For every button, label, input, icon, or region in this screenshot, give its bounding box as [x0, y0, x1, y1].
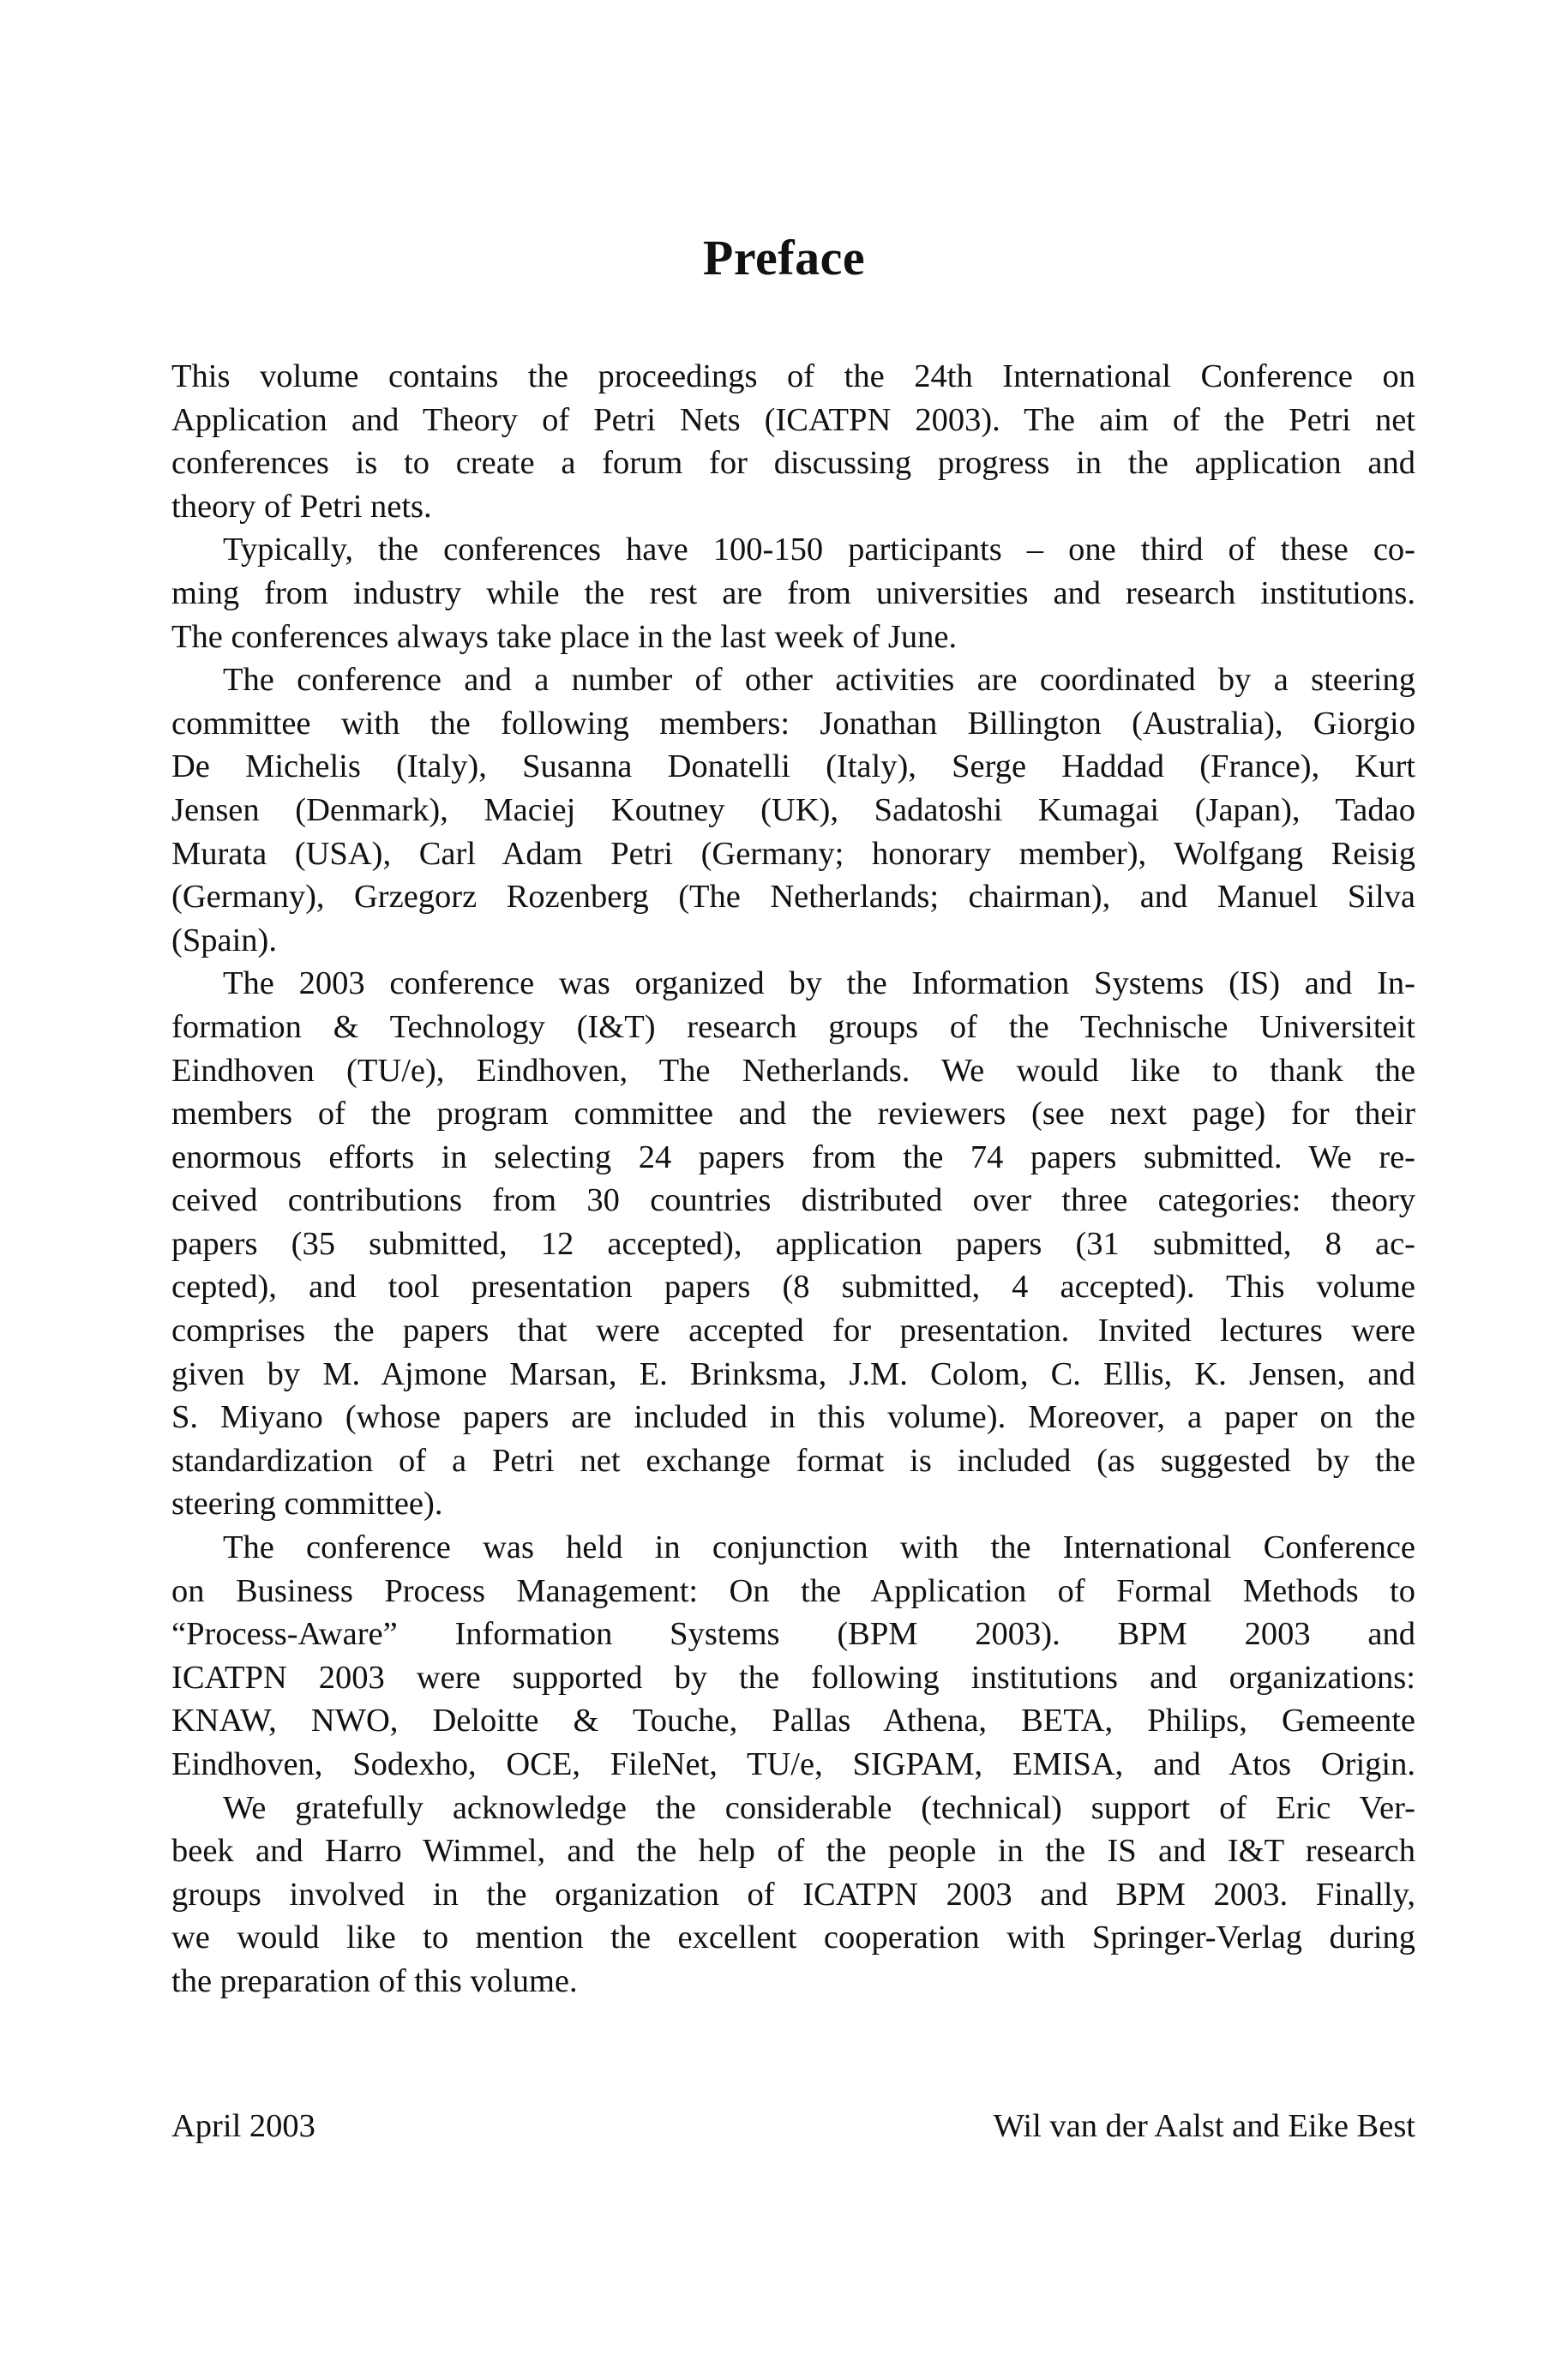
text-line: S. Miyano (whose papers are included in this volume). Moreover, a paper on the: [171, 1399, 1415, 1436]
text-line: This volume contains the proceedings of the 24th International Conference on: [171, 358, 1415, 394]
paragraph-bpm-conjunction: [171, 1526, 1415, 1787]
text-line: Eindhoven, Sodexho, OCE, FileNet, TU/e, SIGPAM, EMISA, and Atos Origin.: [171, 1746, 1415, 1782]
text-line: conferences is to create a forum for discussing progress in the application and: [171, 445, 1415, 482]
preface-body: [171, 355, 1415, 2004]
text-line: beek and Harro Wimmel, and the help of the people in the IS and I&T research: [171, 1833, 1415, 1870]
text-line: The conference was held in conjunction with the International Conference: [223, 1529, 1415, 1566]
text-line: The conferences always take place in the last week of June.: [171, 618, 958, 655]
signature-row: [171, 2107, 1415, 2145]
text-line: The conference and a number of other activities are coordinated by a steering: [223, 662, 1415, 699]
paragraph-intro: [171, 355, 1415, 528]
signature-authors: Wil van der Aalst and Eike Best: [993, 2108, 1415, 2144]
text-line: members of the program committee and the reviewers (see next page) for their: [171, 1096, 1415, 1132]
text-line: De Michelis (Italy), Susanna Donatelli (Italy), Serge Haddad (France), Kurt: [171, 748, 1415, 785]
text-line: given by M. Ajmone Marsan, E. Brinksma, J.M. Colom, C. Ellis, K. Jensen, and: [171, 1355, 1415, 1392]
text-line: steering committee).: [171, 1486, 443, 1523]
paragraph-acknowledgements: [171, 1787, 1415, 2004]
text-line: The 2003 conference was organized by the Information Systems (IS) and In-: [223, 965, 1415, 1002]
text-line: (Spain).: [171, 922, 277, 958]
text-line: papers (35 submitted, 12 accepted), application papers (31 submitted, 8 ac-: [171, 1225, 1415, 1262]
text-line: (Germany), Grzegorz Rozenberg (The Netherlands; chairman), and Manuel Silva: [171, 879, 1415, 916]
text-line: committee with the following members: Jonathan Billington (Australia), Giorgio: [171, 705, 1415, 742]
text-line: comprises the papers that were accepted for presentation. Invited lectures were: [171, 1313, 1415, 1349]
signature-date: April 2003: [171, 2108, 315, 2144]
text-line: “Process-Aware” Information Systems (BPM 2003). BPM 2003 and: [171, 1616, 1415, 1653]
text-line: ceived contributions from 30 countries distributed over three categories: theory: [171, 1182, 1415, 1219]
text-line: Murata (USA), Carl Adam Petri (Germany; honorary member), Wolfgang Reisig: [171, 835, 1415, 872]
text-line: theory of Petri nets.: [171, 488, 432, 525]
paragraph-participants: [171, 528, 1415, 658]
page-title: Preface: [702, 229, 866, 285]
paragraph-steering-committee: [171, 658, 1415, 962]
text-line: Eindhoven (TU/e), Eindhoven, The Netherlands. We would like to thank the: [171, 1052, 1415, 1089]
text-line: enormous efforts in selecting 24 papers from the 74 papers submitted. We re-: [171, 1138, 1415, 1175]
text-line: ICATPN 2003 were supported by the following institutions and organizations:: [171, 1659, 1415, 1696]
text-line: cepted), and tool presentation papers (8 submitted, 4 accepted). This volume: [171, 1269, 1415, 1306]
text-line: formation & Technology (I&T) research groups of the Technische Universiteit: [171, 1008, 1415, 1045]
text-line: we would like to mention the excellent cooperation with Springer-Verlag during: [171, 1919, 1415, 1956]
text-line: Jensen (Denmark), Maciej Koutney (UK), Sadatoshi Kumagai (Japan), Tadao: [171, 791, 1415, 828]
text-line: Application and Theory of Petri Nets (ICATPN 2003). The aim of the Petri net: [171, 401, 1415, 438]
paragraph-organization: [171, 962, 1415, 1526]
text-line: ming from industry while the rest are from universities and research institutions.: [171, 574, 1415, 611]
text-line: We gratefully acknowledge the considerable (technical) support of Eric Ver-: [223, 1789, 1415, 1826]
text-line: standardization of a Petri net exchange format is included (as suggested by the: [171, 1442, 1415, 1479]
text-line: Typically, the conferences have 100-150 participants – one third of these co-: [223, 532, 1415, 568]
text-line: on Business Process Management: On the Application of Formal Methods to: [171, 1572, 1415, 1609]
text-line: the preparation of this volume.: [171, 1962, 578, 1999]
text-line: groups involved in the organization of ICATPN 2003 and BPM 2003. Finally,: [171, 1876, 1415, 1913]
text-line: KNAW, NWO, Deloitte & Touche, Pallas Athena, BETA, Philips, Gemeente: [171, 1703, 1415, 1739]
